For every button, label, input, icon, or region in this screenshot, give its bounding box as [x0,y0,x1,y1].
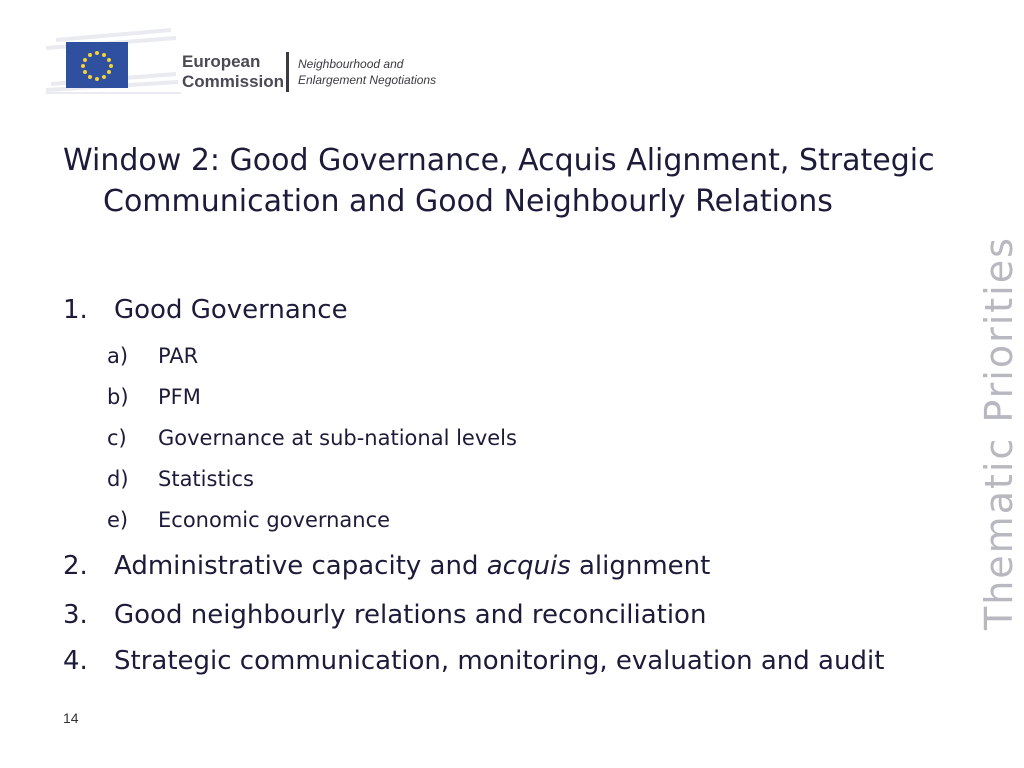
list-item: 1. Good Governance [63,295,348,325]
header [46,26,446,94]
side-label: Thematic Priorities [977,236,1021,630]
organization-name: European Commission [182,52,285,91]
sub-list-item: e) Economic governance [107,508,391,532]
list-item: 2. Administrative capacity and acquis alignment [63,551,711,581]
department-name: Neighbourhood and Enlargement Negotiations [298,57,437,87]
page-number: 14 [63,710,79,726]
sub-list-item: b) PFM [107,385,201,409]
sub-list-item: a) PAR [107,344,199,368]
list-item: 4. Strategic communication, monitoring, evaluation and audit [63,646,885,676]
list-item: 3. Good neighbourly relations and reconciliation [63,600,707,630]
sub-list-item: c) Governance at sub-national levels [107,426,517,450]
sub-list-item: d) Statistics [107,467,254,491]
header-divider [286,52,289,92]
slide-title: Window 2: Good Governance, Acquis Alignment, Strategic Communication and Good Neighbourly Relations [63,143,935,219]
eu-flag-icon [46,26,181,94]
